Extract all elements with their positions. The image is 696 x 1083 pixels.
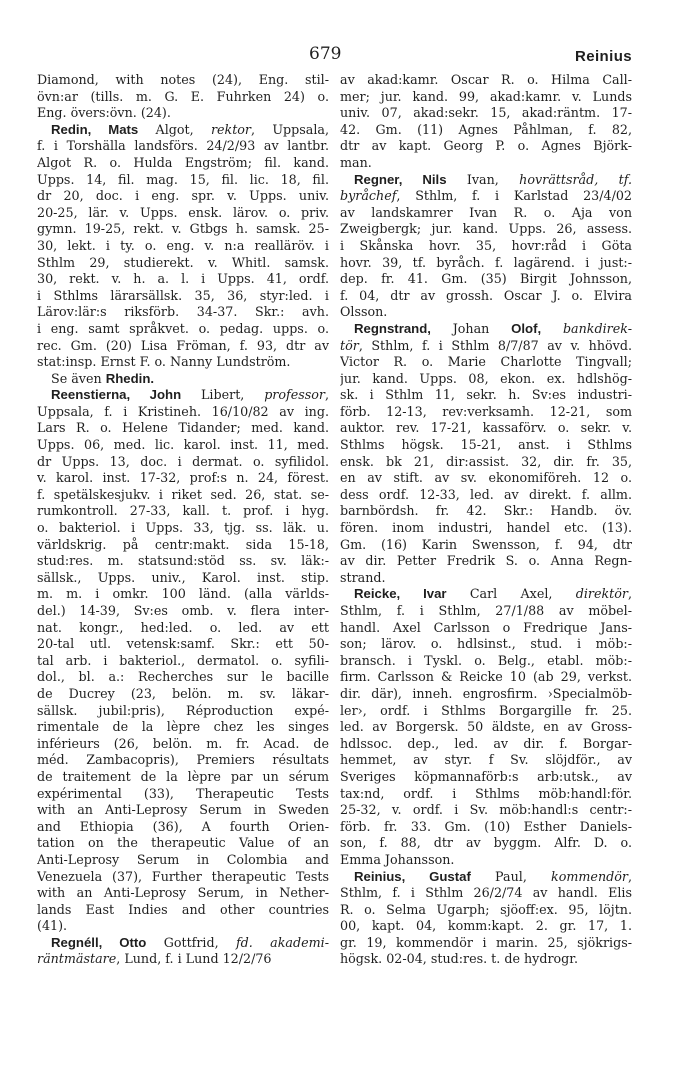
entry-line: f. i Torshälla landsförs. 24/2/93 av lantbr. <box>37 138 329 154</box>
entry-name: Reicke, Ivar <box>354 586 447 602</box>
entry-line: av dir. Petter Fredrik S. o. Anna Regn- <box>340 553 632 569</box>
entry-line: dess ordf. 12-33, led. av direkt. f. allm. <box>340 486 632 502</box>
entry-line: av landskamrer Ivan R. o. Aja von <box>340 204 632 220</box>
entry-line: tal arb. i bakteriol., dermatol. o. syfili- <box>37 652 329 668</box>
entry-line: Sthlm 29, studierekt. v. Whitl. samsk. <box>37 254 329 270</box>
page-header <box>0 44 696 74</box>
entry-line: R. o. Selma Ugarph; sjöoff:ex. 95, löjtn. <box>340 901 632 917</box>
entry-line: rec. Gm. (20) Lisa Fröman, f. 93, dtr av <box>37 337 329 353</box>
entry-separator <box>541 321 563 336</box>
entry-title: hovrättsråd, tf. <box>519 171 632 187</box>
entry-line: firm. Carlsson & Reicke 10 (ab 29, verkst. <box>340 669 632 685</box>
entry-title: kommendör <box>551 868 628 884</box>
left-column <box>37 72 329 968</box>
entry-first-line <box>340 586 632 603</box>
entry-line: jur. kand. Upps. 08, ekon. ex. hdlshög- <box>340 370 632 386</box>
entry-line-rest: , Sthlm, f. i Karlstad 23/4/02 <box>396 188 632 204</box>
entry-line: Zweigbergk; jur. kand. Upps. 26, assess. <box>340 221 632 237</box>
entry-line: handl. Axel Carlsson o Fredrique Jans- <box>340 619 632 635</box>
entry-line-rest: , Sthlm, f. i Sthlm 8/7/87 av v. hhövd. <box>358 337 632 353</box>
text-line: mer; jur. kand. 99, akad:kamr. v. Lunds <box>340 88 632 104</box>
entry-name: Reinius, Gustaf <box>354 868 471 884</box>
entry-line: Victor R. o. Marie Charlotte Tingvall; <box>340 354 632 370</box>
entry-name-part: Olof, <box>511 320 542 336</box>
entry-line: and Ethiopia (36), A fourth Orien- <box>37 818 329 834</box>
text-line: Eng. övers:övn. (24). <box>37 105 171 121</box>
text-line: 42. Gm. (11) Agnes Påhlman, f. 82, <box>340 121 632 137</box>
entry-line: Sthlm, f. i Sthlm, 27/1/88 av möbel- <box>340 603 632 618</box>
entry-line: Upps. 14, fil. mag. 15, fil. lic. 18, fil. <box>37 171 329 187</box>
entry-line: f. spetälskesjukv. i riket sed. 26, stat. se- <box>37 486 329 502</box>
entry-line: världskrig. på centr:makt. sida 15-18, <box>37 536 329 552</box>
entry-line: 20-25, lär. v. Upps. ensk. lärov. o. priv. <box>37 204 329 220</box>
entry-line: ensk. bk 21, dir:assist. 32, dir. fr. 35, <box>340 453 632 469</box>
entry-line: en av stift. av sv. ekonomiföreh. 12 o. <box>340 470 632 486</box>
entry-title: direktör <box>575 586 628 602</box>
entry-title-cont: räntmästare <box>37 951 117 967</box>
entry-line: dr Upps. 13, doc. i dermat. o. syfilidol. <box>37 453 329 469</box>
entry-line: tation on the therapeutic Value of an <box>37 835 329 851</box>
entry-line: inférieurs (26, belön. m. fr. Acad. de <box>37 735 329 751</box>
entry-line: 00, kapt. 04, komm:kapt. 2. gr. 17, 1. <box>340 918 632 934</box>
entry-line: 30, lekt. i ty. o. eng. v. n:a realläröv. i <box>37 237 329 253</box>
entry-line: with an Anti-Leprosy Serum in Sweden <box>37 802 329 818</box>
entry-given-names: Paul, <box>470 868 552 884</box>
see-also-line <box>37 371 329 388</box>
entry-name: Reenstierna, John <box>51 387 182 403</box>
entry-given-names: Gottfrid, <box>146 934 236 950</box>
entry-line: o. bakteriol. i Upps. 33, tjg. ss. läk. u. <box>37 520 329 536</box>
entry-line: barnbördsh. fr. 42. Skr.: Handb. öv. <box>340 503 632 519</box>
entry-line: strand. <box>340 569 386 585</box>
entry-line: Anti-Leprosy Serum in Colombia and <box>37 851 329 867</box>
entry-line: dep. fr. 41. Gm. (35) Birgit Johnsson, <box>340 271 632 287</box>
entry-first-line <box>37 122 329 139</box>
entry-first-line <box>37 387 329 404</box>
entry-line: sk. i Sthlm 11, sekr. h. Sv:es industri- <box>340 387 632 403</box>
entry-line: dol., bl. a.: Recherches sur le bacille <box>37 669 329 685</box>
entry-line: led. av Borgersk. 50 äldste, en av Gross- <box>340 719 632 735</box>
entry-line: Sveriges köpmannaförb:s arb:utsk., av <box>340 768 632 784</box>
entry-line: Lars R. o. Helene Tidander; med. kand. <box>37 420 329 436</box>
entry-title: professor <box>264 387 325 403</box>
entry-title-tail: , <box>324 387 329 403</box>
entry-line: expérimental (33), Therapeutic Tests <box>37 785 329 801</box>
entry-line: Lärov:lär:s riksförb. 34-37. Skr.: avh. <box>37 304 329 320</box>
entry-title-tail: , <box>627 586 632 602</box>
entry-line: gr. 19, kommendör i marin. 25, sjökrigs- <box>340 934 632 950</box>
entry-line: stat:insp. Ernst F. o. Nanny Lundström. <box>37 354 291 370</box>
entry-first-line <box>340 869 632 886</box>
entry-line: (41). <box>37 918 68 934</box>
entry-line: Upps. 06, med. lic. karol. inst. 11, med. <box>37 437 329 453</box>
entry-line: Emma Johansson. <box>340 851 455 867</box>
entry-line: tax:nd, ordf. i Sthlms möb:handl:för. <box>340 785 632 801</box>
entry-line: sällsk. jubil:pris), Réproduction expé- <box>37 702 329 718</box>
entry-line: hovr. 39, tf. byråch. f. lagärend. i just:- <box>340 254 632 270</box>
text-line: man. <box>340 154 372 170</box>
entry-line: m. m. i omkr. 100 länd. (alla världs- <box>37 586 329 602</box>
entry-line: f. 04, dtr av grossh. Oscar J. o. Elvira <box>340 287 632 303</box>
text-line: Diamond, with notes (24), Eng. stil- <box>37 72 329 87</box>
entry-name: Regnstrand, <box>354 320 431 336</box>
entry-line: nat. kongr., hed:led. o. led. av ett <box>37 619 329 635</box>
entry-line: ler›, ordf. i Sthlms Borgargille fr. 25. <box>340 702 632 718</box>
entry-name: Regnéll, Otto <box>51 934 147 950</box>
entry-given-names: Ivan, <box>446 171 520 187</box>
entry-line: son, f. 88, dtr av byggm. Alfr. D. o. <box>340 835 632 851</box>
entry-name: Redin, Mats <box>51 121 139 137</box>
entry-line: v. karol. inst. 17-32, prof:s n. 24, förest. <box>37 470 329 486</box>
page-number: 679 <box>309 44 342 64</box>
entry-first-line <box>37 935 329 952</box>
entry-given-names: Algot, <box>138 121 211 137</box>
entry-line: Olsson. <box>340 304 388 320</box>
entry-title-cont: byråchef <box>340 188 397 204</box>
entry-line: dr 20, doc. i eng. spr. v. Upps. univ. <box>37 188 329 204</box>
entry-line: rumkontroll. 27-33, kall. t. prof. i hyg. <box>37 503 329 519</box>
see-also-label: Se även <box>51 370 106 386</box>
entry-title: bankdirek- <box>562 320 632 336</box>
entry-line: gymn. 19-25, rekt. v. Gtbgs h. samsk. 25- <box>37 221 329 237</box>
entry-line <box>340 188 632 205</box>
entry-line: son; lärov. o. hdlsinst., stud. i möb:- <box>340 636 632 652</box>
entry-line: i Skånska hovr. 35, hovr:råd i Göta <box>340 237 632 253</box>
running-head: Reinius <box>575 48 632 65</box>
entry-line: Sthlm, f. i Sthlm 26/2/74 av handl. Elis <box>340 885 632 901</box>
entry-line: förb. fr. 33. Gm. (10) Esther Daniels- <box>340 818 632 834</box>
entry-first-line <box>340 321 632 338</box>
entry-line <box>340 338 632 355</box>
entry-title-tail: , <box>627 868 632 884</box>
entry-given-names: Libert, <box>181 387 265 403</box>
entry-line: hemmet, av styr. f Sv. slöjdför., av <box>340 752 632 768</box>
entry-line: dir. där), inneh. engrosfirm. ›Specialmöb- <box>340 685 632 701</box>
text-line: av akad:kamr. Oscar R. o. Hilma Call- <box>340 72 632 87</box>
entry-line: hdlssoc. dep., led. av dir. f. Borgar- <box>340 735 632 751</box>
entry-given-names: Johan <box>430 320 512 336</box>
entry-line <box>37 951 329 968</box>
entry-line: del.) 14-39, Sv:es omb. v. flera inter- <box>37 603 329 618</box>
entry-line: auktor. rev. 17-21, kassaförv. o. sekr. v. <box>340 420 632 436</box>
entry-name: Regner, Nils <box>354 171 447 187</box>
entry-line: i Sthlms lärarsällsk. 35, 36, styr:led. i <box>37 287 329 303</box>
right-column <box>340 72 632 968</box>
text-line: övn:ar (tills. m. G. E. Fuhrken 24) o. <box>37 88 329 104</box>
entry-line: rimentale de la lèpre chez les singes <box>37 719 329 735</box>
entry-line: with an Anti-Leprosy Serum, in Nether- <box>37 885 329 901</box>
entry-title: fd. akademi- <box>235 934 329 950</box>
entry-line: 20-tal utl. vetensk:samf. Skr.: ett 50- <box>37 636 329 652</box>
entry-title-tail: , Uppsala, <box>251 121 329 137</box>
text-line: dtr av kapt. Georg P. o. Agnes Björk- <box>340 138 632 154</box>
entry-line: méd. Zambacopris), Premiers résultats <box>37 752 329 768</box>
entry-line-rest: , Lund, f. i Lund 12/2/76 <box>116 951 272 967</box>
entry-line: sällsk., Upps. univ., Karol. inst. stip. <box>37 569 329 585</box>
entry-line: stud:res. m. statsund:stöd ss. sv. läk:- <box>37 553 329 569</box>
entry-line: 25-32, v. ordf. i Sv. möb:handl:s centr:- <box>340 802 632 818</box>
entry-line: förb. 12-13, rev:verksamh. 12-21, som <box>340 403 632 419</box>
entry-line: bransch. i Tyskl. o. Belg., etabl. möb:- <box>340 652 632 668</box>
entry-line: de Ducrey (23, belön. m. sv. läkar- <box>37 685 329 701</box>
text-line: univ. 07, akad:sekr. 15, akad:räntm. 17- <box>340 105 632 121</box>
entry-line: Algot R. o. Hulda Engström; fil. kand. <box>37 154 329 170</box>
entry-line: Venezuela (37), Further therapeutic Tests <box>37 868 329 884</box>
entry-line: Uppsala, f. i Kristineh. 16/10/82 av ing. <box>37 403 329 419</box>
entry-given-names: Carl Axel, <box>446 586 576 602</box>
entry-line: i eng. samt språkvet. o. pedag. upps. o. <box>37 320 329 336</box>
entry-line: lands East Indies and other countries <box>37 901 329 917</box>
entry-line: Gm. (16) Karin Swensson, f. 94, dtr <box>340 536 632 552</box>
entry-line: högsk. 02-04, stud:res. t. de hydrogr. <box>340 951 578 967</box>
entry-line: Sthlms högsk. 15-21, anst. i Sthlms <box>340 437 632 453</box>
entry-title-cont: tör <box>340 337 359 353</box>
entry-line: de traitement de la lèpre par un sérum <box>37 768 329 784</box>
entry-line: 30, rekt. v. h. a. l. i Upps. 41, ordf. <box>37 271 329 287</box>
entry-first-line <box>340 172 632 189</box>
entry-title: rektor <box>210 121 252 137</box>
entry-line: fören. inom industri, handel etc. (13). <box>340 520 632 536</box>
see-also-name: Rhedin. <box>105 370 155 386</box>
